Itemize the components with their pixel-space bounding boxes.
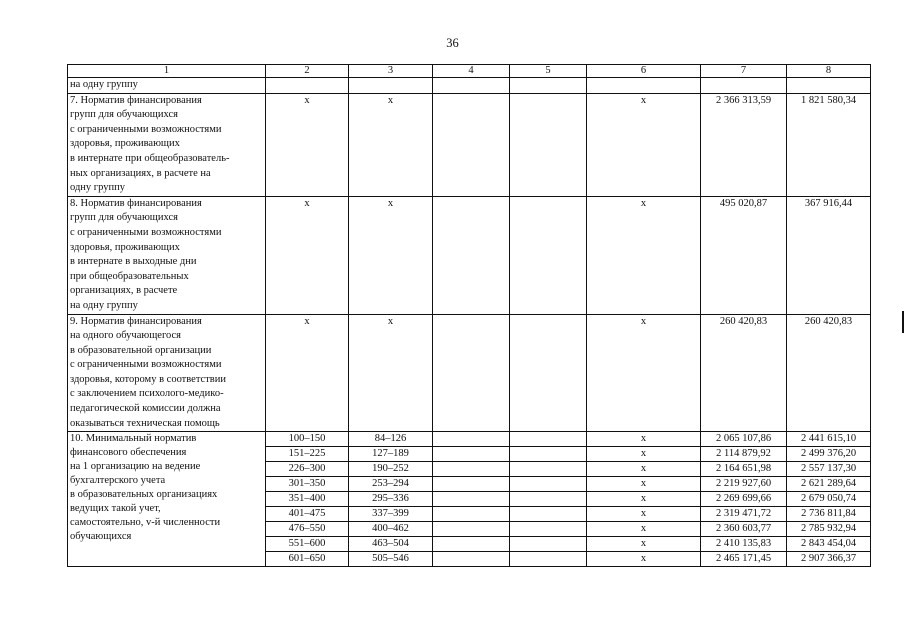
cell-c2: 226–300 <box>266 462 349 477</box>
cell-c7: 2 360 603,77 <box>701 522 787 537</box>
edge-mark <box>902 311 904 333</box>
cell-c3: 505–546 <box>349 552 433 567</box>
description-line: групп для обучающихся <box>70 212 178 224</box>
cell-c8 <box>787 78 871 94</box>
cell-c8: 2 785 932,94 <box>787 522 871 537</box>
cell-c5 <box>510 78 587 94</box>
financing-table <box>67 64 871 567</box>
cell-c6: х <box>587 492 701 507</box>
cell-c2: 301–350 <box>266 477 349 492</box>
cell-c3: 400–462 <box>349 522 433 537</box>
description-line: оказываться техническая помощь <box>70 417 220 429</box>
cell-c3: 463–504 <box>349 537 433 552</box>
cell-c8: 2 907 366,37 <box>787 552 871 567</box>
cell-c5 <box>510 537 587 552</box>
description-line: с заключением психолого-медико- <box>70 388 224 400</box>
cell-c4 <box>433 477 510 492</box>
cell-c6: х <box>587 477 701 492</box>
description-line: ных организациях, в расчете на <box>70 167 211 179</box>
cell-c8: 2 736 811,84 <box>787 507 871 522</box>
cell-c6: х <box>587 314 701 432</box>
cell-c4 <box>433 522 510 537</box>
cell-c8: 2 557 137,30 <box>787 462 871 477</box>
cell-c7: 2 065 107,86 <box>701 432 787 447</box>
description-line: 7. Норматив финансирования <box>70 94 202 106</box>
cell-c4 <box>433 507 510 522</box>
column-header: 6 <box>587 65 701 78</box>
cell-c7: 260 420,83 <box>701 314 787 432</box>
description-line: при общеобразовательных <box>70 270 189 282</box>
cell-c5 <box>510 492 587 507</box>
description-line: финансового обеспечения <box>70 447 187 459</box>
column-header: 1 <box>68 65 266 78</box>
row-description <box>68 196 266 314</box>
cell-c5 <box>510 477 587 492</box>
cell-c6: х <box>587 462 701 477</box>
column-header: 2 <box>266 65 349 78</box>
cell-c5 <box>510 522 587 537</box>
row-description <box>68 314 266 432</box>
cell-c2: х <box>266 196 349 314</box>
cell-c4 <box>433 462 510 477</box>
header-row <box>68 65 871 78</box>
cell-c7: 2 366 313,59 <box>701 93 787 196</box>
cell-c2: 601–650 <box>266 552 349 567</box>
page-number: 36 <box>446 36 459 50</box>
description-line: на 1 организацию на ведение <box>70 461 201 473</box>
description-line: в образовательной организации <box>70 344 212 356</box>
description-line: бухгалтерского учета <box>70 475 166 487</box>
cell-c2: 151–225 <box>266 447 349 462</box>
cell-c7: 2 465 171,45 <box>701 552 787 567</box>
cell-c5 <box>510 507 587 522</box>
cell-c8: 2 499 376,20 <box>787 447 871 462</box>
cell-c3: 127–189 <box>349 447 433 462</box>
description-line: одну группу <box>70 182 125 194</box>
cell-c2 <box>266 78 349 94</box>
cell-c3 <box>349 78 433 94</box>
table-row <box>68 196 871 314</box>
row-description <box>68 78 266 94</box>
description-line: организациях, в расчете <box>70 285 178 297</box>
cell-c8: 2 441 615,10 <box>787 432 871 447</box>
cell-c7: 2 410 135,83 <box>701 537 787 552</box>
table-row <box>68 432 871 447</box>
table-row <box>68 78 871 94</box>
cell-c7: 2 219 927,60 <box>701 477 787 492</box>
cell-c2: х <box>266 93 349 196</box>
cell-c8: 2 679 050,74 <box>787 492 871 507</box>
cell-c2: 351–400 <box>266 492 349 507</box>
cell-c3: 295–336 <box>349 492 433 507</box>
cell-c3: 337–399 <box>349 507 433 522</box>
cell-c2: 551–600 <box>266 537 349 552</box>
cell-c7 <box>701 78 787 94</box>
cell-c4 <box>433 447 510 462</box>
description-line: педагогической комиссии должна <box>70 403 221 415</box>
cell-c7: 495 020,87 <box>701 196 787 314</box>
cell-c5 <box>510 462 587 477</box>
column-header: 8 <box>787 65 871 78</box>
description-line: на одного обучающегося <box>70 330 182 342</box>
description-line: 8. Норматив финансирования <box>70 197 202 209</box>
description-line: с ограниченными возможностями <box>70 123 222 135</box>
description-line: в интернате при общеобразователь- <box>70 152 230 164</box>
cell-c3: х <box>349 196 433 314</box>
cell-c5 <box>510 196 587 314</box>
cell-c5 <box>510 552 587 567</box>
description-line: 9. Норматив финансирования <box>70 315 202 327</box>
cell-c3: х <box>349 314 433 432</box>
cell-c6: х <box>587 93 701 196</box>
cell-c2: 401–475 <box>266 507 349 522</box>
cell-c6: х <box>587 552 701 567</box>
description-line: обучающихся <box>70 531 132 543</box>
cell-c4 <box>433 552 510 567</box>
cell-c8: 1 821 580,34 <box>787 93 871 196</box>
cell-c3: 84–126 <box>349 432 433 447</box>
cell-c4 <box>433 492 510 507</box>
description-line: здоровья, которому в соответствии <box>70 373 226 385</box>
cell-c5 <box>510 93 587 196</box>
table-row <box>68 93 871 196</box>
cell-c6: х <box>587 447 701 462</box>
table-row <box>68 314 871 432</box>
row-description <box>68 432 266 567</box>
description-line: на одну группу <box>70 299 138 311</box>
description-line: в интернате в выходные дни <box>70 256 197 268</box>
column-header: 5 <box>510 65 587 78</box>
cell-c8: 260 420,83 <box>787 314 871 432</box>
column-header: 3 <box>349 65 433 78</box>
description-line: на одну группу <box>70 79 138 90</box>
cell-c8: 2 843 454,04 <box>787 537 871 552</box>
cell-c4 <box>433 196 510 314</box>
cell-c3: 253–294 <box>349 477 433 492</box>
row-description <box>68 93 266 196</box>
cell-c7: 2 164 651,98 <box>701 462 787 477</box>
cell-c8: 367 916,44 <box>787 196 871 314</box>
cell-c4 <box>433 93 510 196</box>
cell-c4 <box>433 432 510 447</box>
cell-c2: х <box>266 314 349 432</box>
cell-c7: 2 114 879,92 <box>701 447 787 462</box>
description-line: в образовательных организациях <box>70 489 218 501</box>
description-line: здоровья, проживающих <box>70 241 180 253</box>
column-header: 4 <box>433 65 510 78</box>
cell-c4 <box>433 537 510 552</box>
description-line: ведущих такой учет, <box>70 503 161 515</box>
description-line: самостоятельно, v-й численности <box>70 517 221 529</box>
description-line: здоровья, проживающих <box>70 138 180 150</box>
cell-c6: х <box>587 507 701 522</box>
cell-c4 <box>433 78 510 94</box>
cell-c8: 2 621 289,64 <box>787 477 871 492</box>
column-header: 7 <box>701 65 787 78</box>
cell-c3: х <box>349 93 433 196</box>
cell-c5 <box>510 432 587 447</box>
cell-c5 <box>510 447 587 462</box>
cell-c4 <box>433 314 510 432</box>
description-line: групп для обучающихся <box>70 109 178 121</box>
cell-c6: х <box>587 196 701 314</box>
description-line: 10. Минимальный норматив <box>70 433 197 445</box>
description-line: с ограниченными возможностями <box>70 359 222 371</box>
cell-c2: 476–550 <box>266 522 349 537</box>
cell-c6: х <box>587 537 701 552</box>
cell-c7: 2 269 699,66 <box>701 492 787 507</box>
cell-c6: х <box>587 522 701 537</box>
cell-c2: 100–150 <box>266 432 349 447</box>
cell-c7: 2 319 471,72 <box>701 507 787 522</box>
cell-c6: х <box>587 432 701 447</box>
cell-c3: 190–252 <box>349 462 433 477</box>
description-line: с ограниченными возможностями <box>70 226 222 238</box>
cell-c5 <box>510 314 587 432</box>
cell-c6 <box>587 78 701 94</box>
